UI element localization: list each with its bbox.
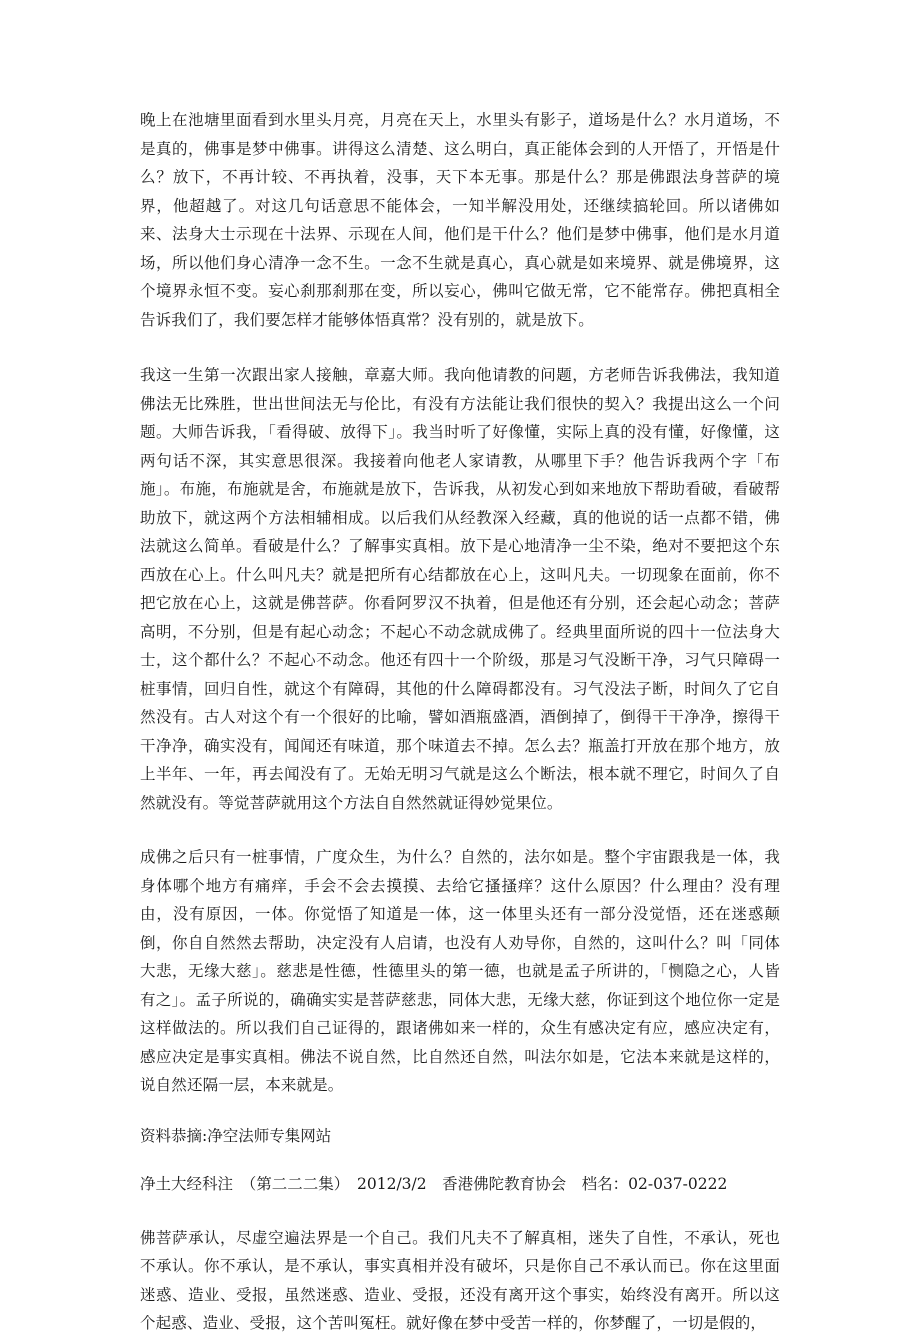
paragraph-spacer — [140, 1199, 780, 1224]
paragraph-spacer — [140, 1100, 780, 1122]
paragraph-closing: 佛菩萨承认，尽虚空遍法界是一个自己。我们凡夫不了解真相，迷失了自性，不承认，死也不承认。你不承认，是不承认，事实真相并没有破坏，只是你自己不承认而已。你在这里面迷惑、造业、受报，虽然迷惑、造业、受报，还没有离开这个事实，始终没有离开。所以这个起惑、造业、受报，这个苦叫冤枉。就好像在梦中受苦一样的，你梦醒了，一切是假的， — [140, 1228, 780, 1332]
source-line: 资料恭摘:净空法师专集网站 — [140, 1126, 332, 1145]
episode-header: 净土大经科注 （第二二二集） 2012/3/2 香港佛陀教育协会 档名：02-037-0222 — [140, 1175, 728, 1193]
paragraph-after-buddhahood: 成佛之后只有一桩事情，广度众生，为什么？自然的，法尔如是。整个宇宙跟我是一体，我身体哪个地方有痛痒，手会不会去摸摸、去给它搔搔痒？这什么原因？什么理由？没有理由，没有原因，一体。你觉悟了知道是一体，这一体里头还有一部分没觉悟，还在迷惑颠倒，你自自然然去帮助，决定没有人启请，也没有人劝导你，自然的，这叫什么？叫「同体大悲，无缘大慈」。慈悲是性德，性德里头的第一德，也就是孟子所讲的，「恻隐之心，人皆有之」。孟子所说的，确确实实是菩萨慈悲，同体大悲，无缘大慈，你证到这个地位你一定是这样做法的。所以我们自己证得的，跟诸佛如来一样的，众生有感决定有应，感应决定有，感应决定是事实真相。佛法不说自然，比自然还自然，叫法尔如是，它法本来就是这样的，说自然还隔一层，本来就是。 — [140, 848, 780, 1094]
paragraph-master-zhangjia: 我这一生第一次跟出家人接触，章嘉大师。我向他请教的问题，方老师告诉我佛法，我知道佛法无比殊胜，世出世间法无与伦比，有没有方法能让我们很快的契入？我提出这么一个问题。大师告诉我，「看得破、放得下」。我当时听了好像懂，实际上真的没有懂，好像懂，这两句话不深，其实意思很深。我接着向他老人家请教，从哪里下手？他告诉我两个字「布施」。布施，布施就是舍，布施就是放下，告诉我，从初发心到如来地放下帮助看破，看破帮助放下，就这两个方法相辅相成。以后我们从经教深入经藏，真的他说的话一点都不错，佛法就这么简单。看破是什么？了解事实真相。放下是心地清净一尘不染，绝对不要把这个东西放在心上。什么叫凡夫？就是把所有心结都放在心上，这叫凡夫。一切现象在面前，你不把它放在心上，这就是佛菩萨。你看阿罗汉不执着，但是他还有分别，还会起心动念；菩萨高明，不分别，但是有起心动念；不起心不动念就成佛了。经典里面所说的四十一位法身大士，这个都什么？不起心不动念。他还有四十一个阶级，那是习气没断干净，习气只障碍一桩事情，回归自性，就这个有障碍，其他的什么障碍都没有。习气没法子断，时间久了它自然没有。古人对这个有一个很好的比喻，譬如酒瓶盛酒，酒倒掉了，倒得干干净净，擦得干干净净，确实没有，闻闻还有味道，那个味道去不掉。怎么去？瓶盖打开放在那个地方，放上半年、一年，再去闻没有了。无始无明习气就是这么个断法，根本就不理它，时间久了自然就没有。等觉菩萨就用这个方法自自然然就证得妙觉果位。 — [140, 366, 780, 812]
document-page — [140, 106, 780, 1338]
paragraph-spacer — [140, 1150, 780, 1170]
paragraph-spacer — [140, 817, 780, 843]
paragraph-water-moon: 晚上在池塘里面看到水里头月亮，月亮在天上，水里头有影子，道场是什么？水月道场，不是真的，佛事是梦中佛事。讲得这么清楚、这么明白，真正能体会到的人开悟了，开悟是什么？放下，不再计较、不再执着，没事，天下本无事。那是什么？那是佛跟法身菩萨的境界，他超越了。对这几句话意思不能体会，一知半解没用处，还继续搞轮回。所以诸佛如来、法身大士示现在十法界、示现在人间，他们是干什么？他们是梦中佛事，他们是水月道场，所以他们身心清净一念不生。一念不生就是真心，真心就是如来境界、就是佛境界，这个境界永恒不变。妄心刹那刹那在变，所以妄心，佛叫它做无常，它不能常存。佛把真相全告诉我们了，我们要怎样才能够体悟真常？没有别的，就是放下。 — [140, 111, 780, 329]
paragraph-spacer — [140, 334, 780, 361]
